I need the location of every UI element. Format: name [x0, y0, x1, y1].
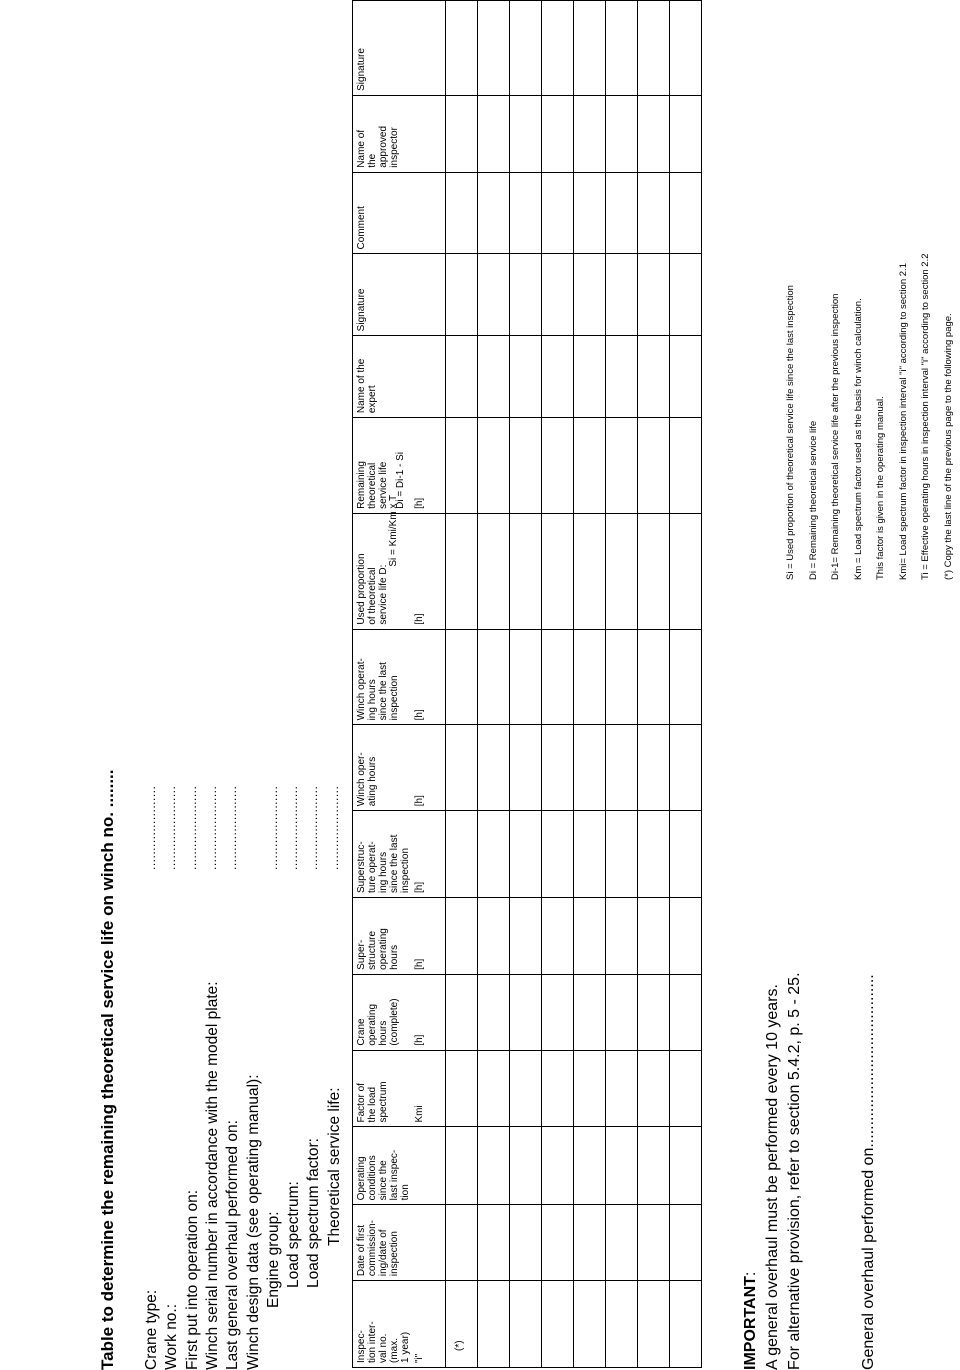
table-cell [446, 811, 478, 898]
info-fill-line: ...................... [326, 785, 341, 870]
table-cell [574, 336, 606, 418]
table-cell [478, 95, 510, 172]
table-cell [446, 1205, 478, 1281]
table-cell [606, 898, 638, 975]
table-cell [638, 1, 670, 96]
table-cell [478, 898, 510, 975]
info-label: First put into operation on: [183, 1189, 201, 1370]
table-cell [542, 629, 574, 725]
table-cell [446, 513, 478, 629]
table-cell [542, 1281, 574, 1368]
table-cell [606, 1281, 638, 1368]
table-cell [446, 898, 478, 975]
table-cell [606, 811, 638, 898]
table-cell [670, 974, 702, 1050]
info-row [142, 1290, 162, 1370]
general-overhaul-line: General overhaul performed on....................................... [860, 974, 877, 1370]
important-note: IMPORTANT: A general overhaul must be performed every 10 years. For alternative provision, refer to section 5.4.2, p. 5 - 25. [740, 972, 806, 1370]
table-cell [510, 1205, 542, 1281]
table-cell [638, 1281, 670, 1368]
table-cell: (*) [446, 1281, 478, 1368]
table-cell [510, 172, 542, 254]
table-cell [478, 1281, 510, 1368]
info-row [244, 1074, 264, 1370]
header-unit: [h] [414, 709, 425, 721]
table-cell [478, 254, 510, 336]
table-cell [606, 172, 638, 254]
header-unit: Kmi [414, 1105, 425, 1123]
table-header-cell [353, 336, 446, 418]
table-cell [510, 1127, 542, 1205]
info-fill-line: ...................... [164, 785, 179, 870]
info-label: Work no.: [163, 1303, 181, 1370]
table-cell [510, 898, 542, 975]
table-cell [638, 1127, 670, 1205]
table-cell [446, 974, 478, 1050]
table-cell [542, 254, 574, 336]
table-cell [638, 1205, 670, 1281]
table-cell [542, 1205, 574, 1281]
info-row [203, 981, 223, 1370]
table-row [670, 1, 702, 1368]
service-life-table [352, 0, 702, 1368]
info-label: Winch design data (see operating manual): [244, 1074, 262, 1370]
table-cell [670, 95, 702, 172]
table-cell [606, 336, 638, 418]
info-row [183, 1190, 203, 1370]
table-row [574, 1, 606, 1368]
table-cell [574, 811, 606, 898]
table-cell [638, 1050, 670, 1127]
table-cell [670, 811, 702, 898]
table-cell [446, 95, 478, 172]
legend-item: This factor is given in the operating manual. [875, 396, 886, 580]
table-cell [510, 1050, 542, 1127]
table-row [638, 1, 670, 1368]
info-label: Load spectrum factor: [305, 1138, 323, 1288]
table-cell [574, 629, 606, 725]
table-cell [638, 513, 670, 629]
table-cell [542, 1, 574, 96]
header-formula: Si = Kmi/Km x T [388, 494, 399, 567]
table-cell [542, 811, 574, 898]
table-header-cell [353, 1281, 446, 1368]
info-fill-line: ...................... [225, 785, 240, 870]
header-text: Signature [356, 288, 367, 332]
header-text: Date of first commission- ing/date of inspection [356, 1220, 400, 1277]
table-cell [638, 629, 670, 725]
table-cell [542, 513, 574, 629]
table-cell [478, 725, 510, 811]
table-cell [574, 898, 606, 975]
table-cell [606, 418, 638, 514]
table-cell [574, 95, 606, 172]
important-line-1: A general overhaul must be performed every 10 years. [764, 984, 781, 1370]
header-text: Crane operating hours (complete) [356, 998, 400, 1046]
table-cell [670, 1281, 702, 1368]
table-cell [510, 629, 542, 725]
table-cell [670, 1, 702, 96]
table-row [542, 1, 574, 1368]
table-cell [478, 629, 510, 725]
info-row [162, 1304, 182, 1370]
table-cell [542, 725, 574, 811]
table-cell [574, 1281, 606, 1368]
table-cell [638, 418, 670, 514]
table-cell [574, 1205, 606, 1281]
table-cell [670, 418, 702, 514]
table-header-cell [353, 172, 446, 254]
info-label: Load spectrum: [285, 1181, 303, 1288]
header-text: Operating conditions since the last inspec- tion [356, 1149, 411, 1201]
table-cell [606, 1205, 638, 1281]
header-unit: [h] [414, 958, 425, 970]
table-cell [478, 974, 510, 1050]
header-text: Remaining theoretical service life [356, 461, 389, 509]
info-fill-line: ...................... [286, 785, 301, 870]
table-cell [542, 95, 574, 172]
table-cell [478, 418, 510, 514]
legend [780, 254, 960, 581]
important-line-2: For alternative provision, refer to section 5.4.2, p. 5 - 25. [786, 972, 803, 1370]
header-text: Winch operat- ing hours since the last inspection [356, 658, 400, 721]
table-cell [446, 725, 478, 811]
important-label: IMPORTANT [742, 1276, 759, 1370]
table-cell [478, 336, 510, 418]
table-header-cell [353, 95, 446, 172]
table-cell [510, 974, 542, 1050]
table-cell [446, 1050, 478, 1127]
info-row [223, 1120, 243, 1370]
table-cell [606, 974, 638, 1050]
table-cell [478, 1205, 510, 1281]
table-cell [670, 254, 702, 336]
table-cell [542, 336, 574, 418]
table-cell [510, 95, 542, 172]
info-label: Engine group: [264, 1211, 282, 1308]
table-cell [670, 1127, 702, 1205]
table-cell [574, 172, 606, 254]
table-cell [510, 513, 542, 629]
table-cell [446, 1127, 478, 1205]
table-header-row [353, 1, 446, 1368]
table-cell [542, 1127, 574, 1205]
header-unit: "i" [414, 1353, 425, 1363]
header-unit: [h] [414, 497, 425, 509]
header-text: Used proportion of theoretical service life D: [356, 553, 389, 625]
table-cell [446, 336, 478, 418]
info-label: Last general overhaul performed on: [224, 1120, 242, 1370]
header-text: Super- structure operating hours [356, 928, 400, 970]
table-cell [510, 811, 542, 898]
table-cell [574, 513, 606, 629]
table-cell [574, 1050, 606, 1127]
table-header-cell [353, 494, 446, 629]
legend-item: Di-1= Remaining theoretical service life after the previous inspection [830, 293, 841, 580]
table-cell [606, 1, 638, 96]
table-header-cell [353, 1205, 446, 1281]
table-cell [670, 629, 702, 725]
table-cell [510, 1281, 542, 1368]
legend-item: Di = Remaining theoretical service life [807, 420, 819, 580]
table-row [446, 1, 478, 1368]
info-fill-line: ...................... [184, 785, 199, 870]
table-cell [670, 898, 702, 975]
header-text: Inspec- tion inter- val no. (max. 1 year) [356, 1321, 411, 1363]
table-cell [574, 725, 606, 811]
legend-item: Km = Load spectrum factor used as the basis for winch calculation. [852, 298, 864, 580]
info-row [284, 1181, 304, 1288]
table-cell [606, 629, 638, 725]
table-cell [574, 254, 606, 336]
table-cell [574, 1, 606, 96]
table-cell [670, 336, 702, 418]
header-unit: [h] [414, 881, 425, 894]
table-cell [478, 1127, 510, 1205]
table-cell [510, 725, 542, 811]
table-cell [606, 1127, 638, 1205]
header-text: Comment [356, 206, 367, 250]
table-cell [542, 172, 574, 254]
table-cell [638, 172, 670, 254]
table-cell [542, 418, 574, 514]
table-cell [606, 95, 638, 172]
table-cell [542, 1050, 574, 1127]
table-header-cell [353, 254, 446, 336]
table-cell [542, 898, 574, 975]
table-cell [638, 336, 670, 418]
info-row [264, 1211, 284, 1308]
table-cell [510, 254, 542, 336]
table-header-cell [353, 1, 446, 96]
info-fill-line: ...................... [204, 785, 219, 870]
table-row [510, 1, 542, 1368]
table-cell [670, 1205, 702, 1281]
table-cell [574, 1127, 606, 1205]
info-label: Winch serial number in accordance with the model plate: [203, 981, 221, 1370]
table-header-cell [353, 418, 446, 514]
table-cell [510, 1, 542, 96]
table-cell [606, 513, 638, 629]
info-row [325, 1087, 345, 1246]
info-fill-line: ...................... [144, 785, 158, 870]
info-fill-line: ...................... [265, 785, 280, 870]
header-text: Signature [356, 48, 367, 91]
table-cell [638, 898, 670, 975]
table-cell [606, 1050, 638, 1127]
table-header-cell [353, 1050, 446, 1127]
table-cell [638, 95, 670, 172]
table-cell [638, 725, 670, 811]
table-cell [670, 172, 702, 254]
table-header-cell [353, 725, 446, 811]
table-cell [446, 1, 478, 96]
header-text: Superstruc- ture operat- ing hours since the last inspection [356, 834, 411, 894]
table-cell [446, 172, 478, 254]
info-fill-line: ...................... [306, 785, 321, 870]
table-cell [670, 513, 702, 629]
header-unit: [h] [414, 613, 425, 625]
table-cell [478, 1050, 510, 1127]
info-row [304, 1138, 324, 1288]
table-cell [446, 629, 478, 725]
table-header-cell [353, 974, 446, 1050]
table-row [478, 1, 510, 1368]
table-cell [478, 172, 510, 254]
info-label: Crane type: [143, 1289, 160, 1370]
table-cell [446, 418, 478, 514]
info-label: Theoretical service life: [325, 1087, 343, 1246]
legend-item: Kmi= Load spectrum factor in inspection interval "i" according to section 2.1 [897, 263, 909, 580]
page-title: Table to determine the remaining theoretical service life on winch no. ........ [98, 769, 117, 1370]
table-header-cell [353, 898, 446, 975]
table-cell [638, 254, 670, 336]
table-cell [574, 418, 606, 514]
table-cell [478, 1, 510, 96]
table-cell [510, 336, 542, 418]
table-cell [446, 254, 478, 336]
table-header-cell [353, 811, 446, 898]
header-unit: [h] [414, 795, 425, 807]
header-text: Name of the expert [356, 358, 378, 414]
header-text: Winch oper- ating hours [356, 752, 378, 807]
table-cell [574, 974, 606, 1050]
header-formula: Di = Di-1 - Si [395, 451, 406, 509]
legend-item: (*) Copy the last line of the previous page to the following page. [942, 313, 954, 580]
table-header-cell [353, 629, 446, 725]
table-cell [638, 811, 670, 898]
legend-item: Si = Used proportion of theoretical service life since the last inspection [785, 285, 796, 580]
table-cell [638, 974, 670, 1050]
table-cell [606, 725, 638, 811]
legend-item: Ti = Effective operating hours in inspection interval "i" according to section 2.2 [920, 253, 931, 580]
table-row [606, 1, 638, 1368]
header-text: Name of the approved inspector [356, 125, 400, 168]
table-cell [606, 254, 638, 336]
table-cell [670, 1050, 702, 1127]
table-cell [478, 811, 510, 898]
header-text: Factor of the load spectrum [356, 1081, 389, 1123]
table-cell [670, 725, 702, 811]
table-cell [542, 974, 574, 1050]
table-cell [478, 513, 510, 629]
table-cell [510, 418, 542, 514]
header-unit: [h] [414, 1034, 425, 1046]
table-header-cell [353, 1127, 446, 1205]
